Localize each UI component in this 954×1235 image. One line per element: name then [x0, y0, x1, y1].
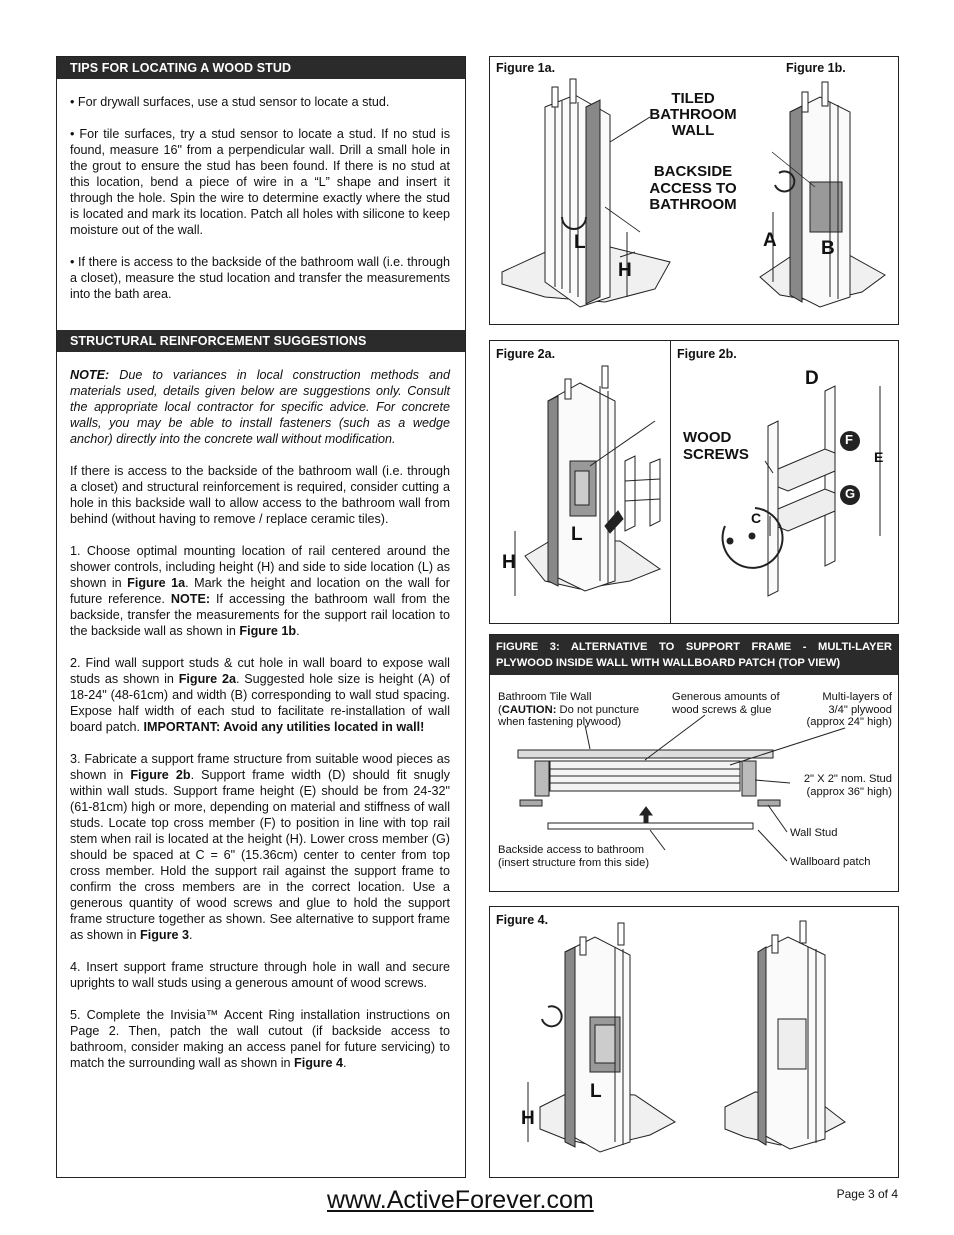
figure-4-label: Figure 4.: [496, 913, 549, 927]
step-2-warning: IMPORTANT: Avoid any utilities located in wall!: [143, 720, 425, 734]
fig2-dimension-C: C: [751, 510, 762, 526]
fig1-dimension-H: H: [618, 260, 632, 281]
structural-access-paragraph: If there is access to the backside of the bathroom wall (i.e. through a closet) and structural reinforcement is required, consider cutting a hole in this backside wall to allow access to the bathroom wall from behind (without having to remove / replace ceramic tiles).: [70, 464, 450, 526]
figure-2-panel: [489, 340, 899, 624]
structural-body: [57, 352, 465, 1071]
page-number: Page 3 of 4: [836, 1187, 898, 1201]
step-5-end: .: [343, 1056, 347, 1070]
ply-line-2: 3/4" plywood: [828, 703, 892, 716]
tips-paragraph-3: • If there is access to the backside of the bathroom wall (i.e. through a closet), measure the stud location and transfer the measurements into the bath area.: [70, 255, 450, 301]
fig2-dimension-H: H: [502, 552, 516, 573]
backside-line-3: BATHROOM: [649, 196, 737, 213]
wallboard-patch-callout: Wallboard patch: [790, 856, 871, 868]
tips-body: [57, 79, 465, 310]
tiled-line-3: WALL: [671, 122, 715, 139]
step-5-text: 5. Complete the Invisia™ Accent Ring installation instructions on Page 2. Then, patch the wall cutout (if backside access to bathroom, consider making an access panel for future servicing) to match the surrounding wall as shown in: [70, 1008, 450, 1070]
wall-corner-right: [760, 82, 885, 307]
figure-4-illustration: [490, 907, 898, 1177]
step-1-ref-b: Figure 1b: [239, 624, 297, 638]
figure-3-panel: [489, 634, 899, 892]
wall-corner-4b: [725, 921, 845, 1149]
figure-2b-label: Figure 2b.: [677, 347, 737, 361]
back-line-2: (insert structure from this side): [498, 856, 650, 869]
tips-paragraph-1: • For drywall surfaces, use a stud sensor to locate a stud.: [70, 95, 390, 109]
fig2-dimension-D: D: [805, 368, 819, 389]
glue-line-1: Generous amounts of: [672, 691, 780, 703]
step-1-note: NOTE:: [170, 592, 211, 606]
step-3: [70, 751, 450, 943]
structural-note: [70, 367, 450, 447]
step-1-text-c: If accessing the bathroom wall from the backside, transfer the measurements for the support rail location to the backside wall as shown in: [70, 592, 451, 638]
glue-line-2: wood screws & glue: [672, 703, 772, 716]
tile-line-1: Bathroom Tile Wall: [498, 691, 592, 703]
figure-3-heading: FIGURE 3: ALTERNATIVE TO SUPPORT FRAME - MULTI-LAYER PLYWOOD INSIDE WALL WITH WALLBOARD PATCH (TOP VIEW): [490, 635, 898, 675]
tile-line-3: when fastening plywood): [498, 716, 622, 728]
step-3-ref: Figure 2b: [130, 768, 191, 782]
fig2-dimension-E: E: [874, 449, 884, 465]
structural-heading: STRUCTURAL REINFORCEMENT SUGGESTIONS: [57, 330, 465, 352]
note-text: Due to variances in local construction methods and materials used, details given below are suggestions only. Consult the appropriate local contractor for specific advice. For concrete walls, you may be able to install fasteners (such as a wedge anchor) directly into the concrete wall without modification.: [70, 368, 450, 446]
fig1-dimension-A: A: [763, 230, 777, 251]
stud-line-1: 2" X 2" nom. Stud: [803, 773, 892, 785]
fig1-dimension-B: B: [821, 238, 835, 259]
step-2-ref: Figure 2a: [178, 672, 236, 686]
step-2-text: 2. Find wall support studs & cut hole in wall board to expose wall studs as shown in: [70, 656, 450, 686]
ply-line-1: Multi-layers of: [822, 691, 892, 703]
step-3-end: .: [189, 928, 193, 942]
tile-paren: (: [498, 703, 502, 716]
figure-2a-label: Figure 2a.: [496, 347, 556, 361]
tiled-line-1: TILED: [671, 90, 715, 107]
website-link[interactable]: www.ActiveForever.com: [327, 1186, 594, 1214]
wood-line-2: SCREWS: [683, 446, 749, 463]
figure-1a-label: Figure 1a.: [496, 61, 556, 75]
fig4-dimension-L: L: [590, 1081, 602, 1102]
left-column-panel: [56, 56, 466, 1178]
step-4: 4. Insert support frame structure through hole in wall and secure uprights to wall studs using a generous amount of wood screws.: [70, 960, 450, 990]
note-label: NOTE:: [70, 368, 110, 382]
fig2-label-F: F: [845, 432, 853, 447]
step-2: [70, 655, 450, 735]
wall-corner-2a: [515, 366, 660, 596]
figure-1b-label: Figure 1b.: [786, 61, 846, 75]
tiled-line-2: BATHROOM: [649, 106, 737, 123]
wall-stud-callout: Wall Stud: [790, 827, 838, 839]
step-3-text: 3. Fabricate a support frame structure from suitable wood pieces as shown in: [70, 752, 450, 782]
wood-screws-label: [683, 429, 749, 463]
fig2-dimension-L: L: [571, 524, 583, 545]
back-line-1: Backside access to bathroom: [498, 844, 645, 856]
backside-access-label: [638, 164, 748, 214]
tiled-bathroom-wall-label: [638, 91, 748, 139]
step-5-ref: Figure 4: [294, 1056, 344, 1070]
figure-1-panel: [489, 56, 899, 325]
step-1-end: .: [296, 624, 300, 638]
backside-line-1: BACKSIDE: [653, 163, 733, 180]
step-3-text-b: . Support frame width (D) should fit snugly within wall studs. Support frame height (E) should be from 24-32" (61-81cm) high or more, depending on material and stiffness of wall studs. Locate top cross member (F) to position in line with top rail stem when rail is located at the height (H). Lower cross member (G) should be spaced at C = 6" (15.36cm) center to center from top cross member. Hold the support rail against the support frame to confirm the cross members are in the correct location. Use a generous quantity of wood screws and glue to hold the support frame structure together as shown. See alternative to support frame as shown in: [70, 768, 450, 942]
fig1-dimension-L: L: [574, 232, 586, 253]
step-3-ref-b: Figure 3: [140, 928, 190, 942]
fig4-dimension-H: H: [521, 1108, 535, 1129]
step-1-text: 1. Choose optimal mounting location of rail centered around the shower controls, including height (H) and side to side location (L) as shown in: [70, 544, 450, 590]
tips-paragraph-2: • For tile surfaces, try a stud sensor to locate a stud. If no stud is found, measure 16" from a perpendicular wall. Drill a small hole in the grout to ensure the stud has been found. If there is no stud at this location, bend a piece of wire in a “L” shape and insert it through the hole. Spin the wire to determine exactly where the stud is located and mark its location. Patch all holes with silicone to keep moisture out of the wall.: [70, 127, 450, 237]
figure-4-panel: [489, 906, 899, 1178]
figure-3-illustration: [490, 635, 898, 891]
step-5: [70, 1007, 450, 1071]
step-1-text-b: . Mark the height and location on the wall for future reference.: [70, 576, 450, 606]
step-2-text-b: . Suggested hole size is height (A) of 18-24" (48-61cm) and width (B) corresponding to wall stud spacing. Expose half width of each stud to facilitate re-installation of wall board patch.: [70, 672, 450, 734]
tips-heading: TIPS FOR LOCATING A WOOD STUD: [57, 57, 465, 79]
backside-line-2: ACCESS TO: [649, 179, 737, 197]
figure-2-illustration: [490, 341, 898, 623]
tile-caution: CAUTION:: [501, 703, 557, 716]
wood-line-1: WOOD: [683, 429, 732, 446]
tile-caution-text: Do not puncture: [556, 703, 640, 716]
wall-corner-4a: [528, 923, 675, 1152]
step-1-ref: Figure 1a: [127, 576, 186, 590]
fig2-label-G: G: [845, 486, 856, 501]
stud-line-2: (approx 36" high): [806, 785, 892, 798]
ply-line-3: (approx 24" high): [806, 716, 892, 728]
step-1: [70, 543, 450, 639]
